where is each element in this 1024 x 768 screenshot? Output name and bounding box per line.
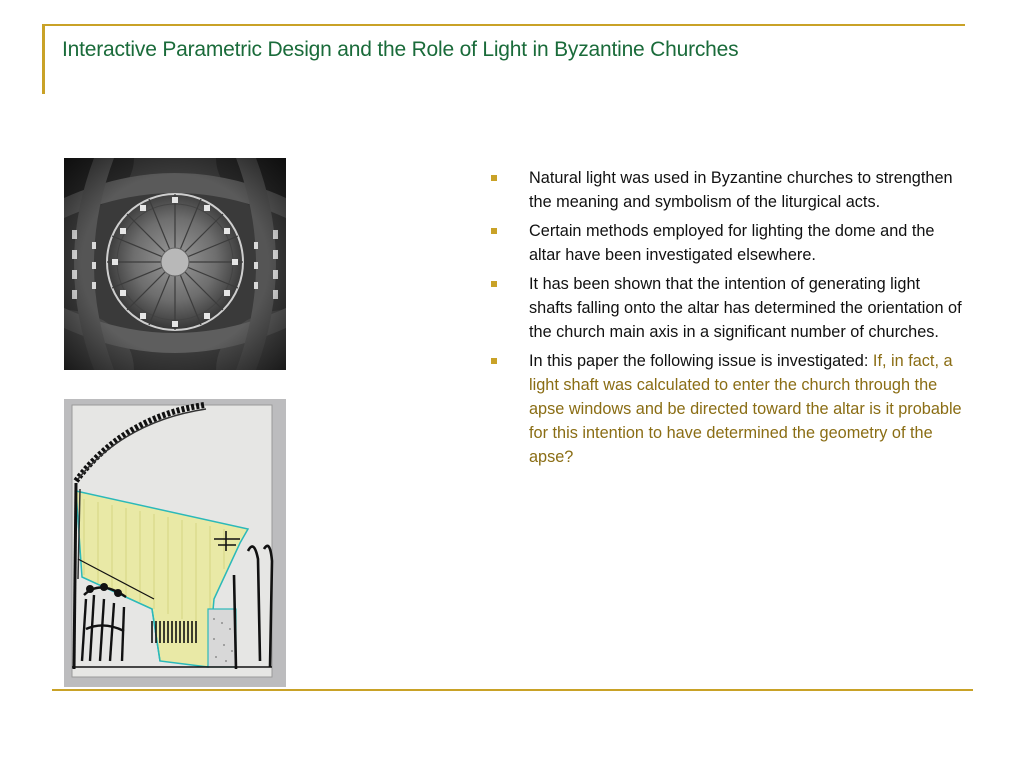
apse-light-shaft-sketch xyxy=(64,399,286,687)
bullet-highlight-text: If, in fact, a light shaft was calculated to enter the church through the apse windows and be directed toward the altar is it probable for this intention to have determined the geometry of the apse? xyxy=(529,352,962,466)
title-frame-top-rule xyxy=(42,24,965,26)
bullet-text: It has been shown that the intention of generating light shafts falling onto the altar has determined the orientation of the church main axis in a significant number of churches. xyxy=(529,275,962,341)
bullet-item xyxy=(491,349,966,469)
bullet-list xyxy=(491,166,966,474)
bullet-item xyxy=(491,219,966,267)
square-bullet-icon xyxy=(491,228,497,234)
bullet-item xyxy=(491,166,966,214)
title-frame-left-rule xyxy=(42,24,45,94)
square-bullet-icon xyxy=(491,175,497,181)
footer-rule xyxy=(52,689,973,691)
apse-light-shaft-sketch-icon xyxy=(64,399,286,687)
bullet-text: Certain methods employed for lighting the dome and the altar have been investigated elsewhere. xyxy=(529,222,935,264)
bullet-text: In this paper the following issue is investigated: xyxy=(529,352,873,370)
dome-interior-photo xyxy=(64,158,286,370)
bullet-item xyxy=(491,272,966,344)
square-bullet-icon xyxy=(491,281,497,287)
dome-interior-photo-icon xyxy=(64,158,286,370)
square-bullet-icon xyxy=(491,358,497,364)
bullet-text: Natural light was used in Byzantine churches to strengthen the meaning and symbolism of the liturgical acts. xyxy=(529,169,953,211)
slide-title: Interactive Parametric Design and the Role of Light in Byzantine Churches xyxy=(62,38,739,61)
